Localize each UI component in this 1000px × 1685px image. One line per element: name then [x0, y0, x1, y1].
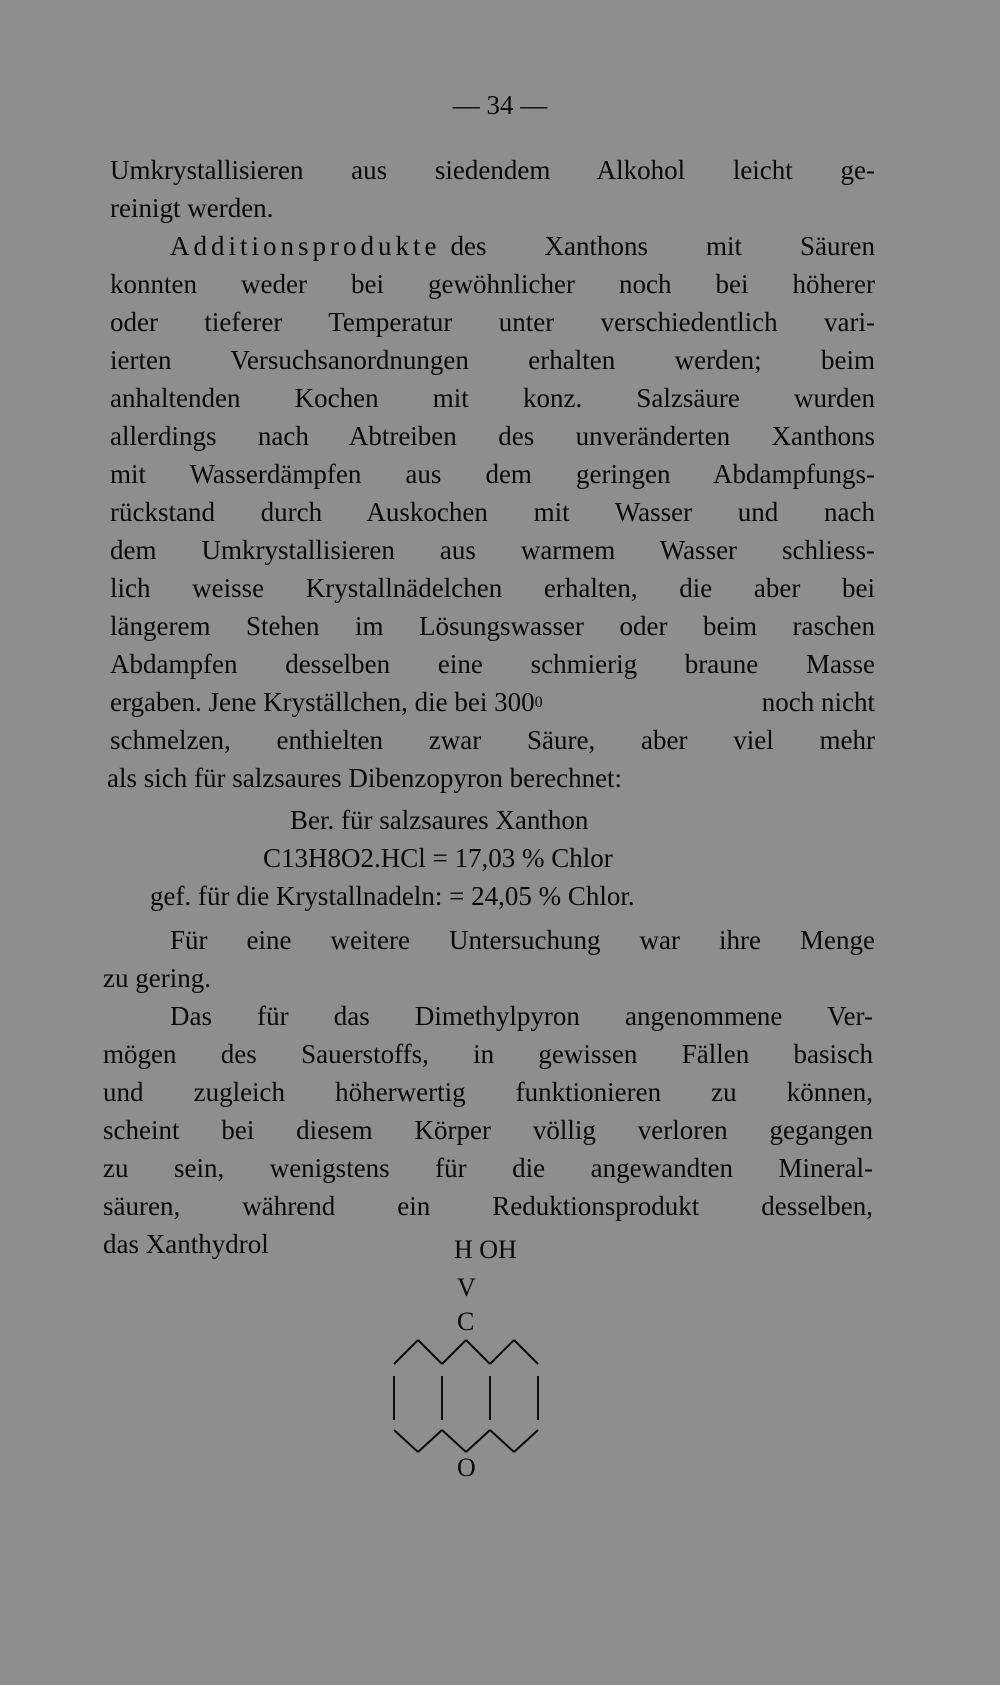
bond — [490, 1340, 514, 1364]
text-line: anhaltenden Kochen mit konz. Salzsäure wurden — [110, 383, 875, 413]
text-line: längerem Stehen im Lösungswasser oder beim raschen — [110, 611, 875, 641]
spaced-term: Additionsprodukte — [170, 231, 441, 261]
bond — [394, 1430, 418, 1452]
text-line: ierten Versuchsanordnungen erhalten werden; beim — [110, 345, 875, 375]
degree-sign: 0 — [534, 693, 543, 711]
bond — [514, 1430, 538, 1452]
text-line: reinigt werden. — [110, 193, 274, 223]
calc-heading: Ber. für salzsaures Xanthon — [290, 805, 589, 835]
page-number: — 34 — — [452, 90, 548, 120]
text-line: allerdings nach Abtreiben des unveränderten Xanthons — [110, 421, 875, 451]
text-fragment: des Xanthons mit Säuren — [450, 231, 875, 261]
xanthydrol-structure-diagram — [380, 1240, 600, 1500]
bond — [466, 1340, 490, 1364]
text-line: Umkrystallisieren aus siedendem Alkohol leicht ge- — [110, 155, 875, 185]
bond — [418, 1340, 442, 1364]
calc-formula: C13H8O2.HCl = 17,03 % Chlor — [263, 843, 613, 873]
text-line: Abdampfen desselben eine schmierig braune Masse — [110, 649, 875, 679]
structure-oxygen: O — [457, 1453, 476, 1482]
text-line: mit Wasserdämpfen aus dem geringen Abdampfungs- — [110, 459, 875, 489]
bond — [394, 1340, 418, 1364]
text-line: Für eine weitere Untersuchung war ihre Menge — [170, 925, 875, 955]
text-line: rückstand durch Auskochen mit Wasser und nach — [110, 497, 875, 527]
text-line: zu gering. — [103, 963, 211, 993]
bond — [442, 1430, 466, 1452]
text-line: und zugleich höherwertig funktionieren zu können, — [103, 1077, 873, 1107]
text-line — [170, 228, 875, 264]
text-line: zu sein, wenigstens für die angewandten Mineral- — [103, 1153, 873, 1183]
bond — [490, 1430, 514, 1452]
text-line: lich weisse Krystallnädelchen erhalten, die aber bei — [110, 573, 875, 603]
ring-bonds — [394, 1340, 538, 1452]
bond — [442, 1340, 466, 1364]
text-line: konnten weder bei gewöhnlicher noch bei höherer — [110, 269, 875, 299]
structure-carbon: C — [457, 1307, 475, 1336]
structure-top-label: H OH — [454, 1240, 517, 1264]
text-line: oder tieferer Temperatur unter verschiedentlich vari- — [110, 307, 875, 337]
bond — [466, 1430, 490, 1452]
text-line: als sich für salzsaures Dibenzopyron berechnet: — [107, 763, 623, 793]
text-fragment: ergaben. Jene Kryställchen, die bei 300 — [110, 687, 535, 717]
bond — [418, 1430, 442, 1452]
text-line: mögen des Sauerstoffs, in gewissen Fällen basisch — [103, 1039, 873, 1069]
text-line: das Xanthydrol — [103, 1229, 269, 1259]
calc-found: gef. für die Krystallnadeln: = 24,05 % Chlor. — [150, 881, 635, 911]
text-line: schmelzen, enthielten zwar Säure, aber viel mehr — [110, 725, 875, 755]
text-fragment: noch nicht — [761, 687, 875, 717]
text-line: Das für das Dimethylpyron angenommene Ver- — [170, 1001, 873, 1031]
text-line: dem Umkrystallisieren aus warmem Wasser schliess- — [110, 535, 875, 565]
text-line: säuren, während ein Reduktionsprodukt desselben, — [103, 1191, 873, 1221]
text-line: scheint bei diesem Körper völlig verloren gegangen — [103, 1115, 873, 1145]
bond — [514, 1340, 538, 1364]
text-line — [110, 684, 875, 720]
structure-v-mark: V — [457, 1273, 476, 1302]
